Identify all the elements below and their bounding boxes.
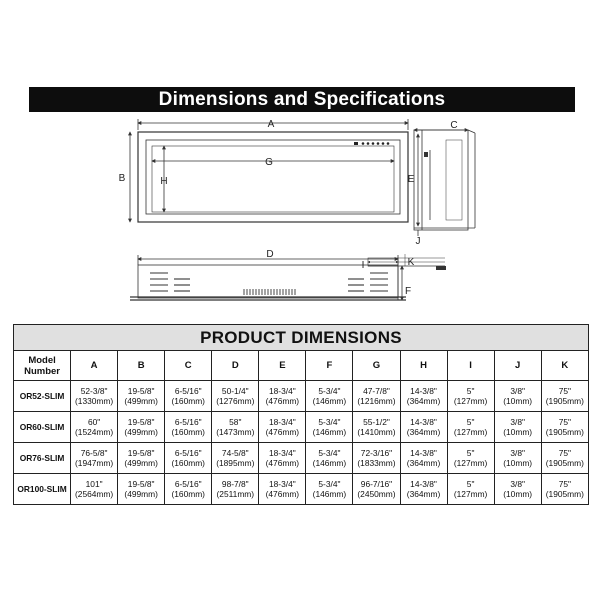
imperial-value: 3/8" [510,386,525,396]
dimension-cell [306,443,353,474]
metric-value: (1330mm) [75,396,114,406]
table-row [14,412,589,443]
label-f: F [404,286,412,297]
dimension-cell [71,381,118,412]
metric-value: (146mm) [312,489,347,499]
imperial-value: 14-3/8" [410,448,437,458]
metric-value: (364mm) [406,489,441,499]
dimension-cell [259,381,306,412]
table-title-row [14,325,589,351]
dimension-cell [400,474,447,505]
imperial-value: 6-5/16" [174,448,202,458]
imperial-value: 18-3/4" [268,448,296,458]
model-number-cell: OR60-SLIM [14,412,71,443]
table-row [14,474,589,505]
dimension-cell [212,412,259,443]
imperial-value: 6-5/16" [174,479,202,489]
dimension-cell [400,381,447,412]
imperial-value: 5" [466,448,475,458]
table-row [14,381,589,412]
dimension-cell [541,412,588,443]
metric-value: (1410mm) [357,427,396,437]
dimension-cell [447,443,494,474]
model-number-header: Model Number [14,351,71,381]
model-number-cell: OR76-SLIM [14,443,71,474]
dimension-cell [71,474,118,505]
imperial-value: 52-3/8" [80,386,108,396]
column-header: A [71,351,118,381]
metric-value: (2450mm) [357,489,396,499]
label-b: B [118,173,126,184]
imperial-value: 72-3/16" [360,448,393,458]
imperial-value: 5" [466,479,475,489]
imperial-value: 76-5/8" [80,448,108,458]
imperial-value: 55-1/2" [363,417,390,427]
dimension-labels [119,119,458,297]
imperial-value: 14-3/8" [410,386,437,396]
dimension-cell [165,474,212,505]
metric-value: (364mm) [406,396,441,406]
metric-value: (160mm) [171,396,205,406]
imperial-value: 75" [558,448,571,458]
metric-value: (146mm) [312,427,347,437]
label-k: K [407,257,415,268]
imperial-value: 58" [229,417,242,427]
metric-value: (146mm) [312,396,347,406]
imperial-value: 75" [558,386,571,396]
dimension-cell [212,443,259,474]
imperial-value: 14-3/8" [410,417,437,427]
imperial-value: 60" [87,417,101,427]
page-title: Dimensions and Specifications [29,87,575,112]
dimension-cell [71,443,118,474]
dimension-cell [353,381,400,412]
dimension-cell [118,412,165,443]
imperial-value: 101" [85,479,103,489]
imperial-value: 98-7/8" [221,479,249,489]
imperial-value: 18-3/4" [268,386,296,396]
imperial-value: 18-3/4" [268,479,296,489]
metric-value: (476mm) [265,396,300,406]
label-c: C [450,120,458,131]
imperial-value: 6-5/16" [174,386,202,396]
metric-value: (499mm) [124,489,158,499]
imperial-value: 75" [558,417,571,427]
column-header: D [212,351,259,381]
metric-value: (127mm) [453,396,488,406]
table-header-row [14,351,589,381]
column-header: E [259,351,306,381]
imperial-value: 5-3/4" [318,417,341,427]
dimension-cell [541,443,588,474]
metric-value: (127mm) [453,489,488,499]
imperial-value: 14-3/8" [410,479,437,489]
metric-value: (499mm) [124,396,158,406]
metric-value: (2511mm) [216,489,255,499]
vents-left [150,273,190,291]
metric-value: (127mm) [453,458,488,468]
imperial-value: 5" [466,386,475,396]
metric-value: (2564mm) [75,489,114,499]
dimension-cell [165,381,212,412]
imperial-value: 74-5/8" [221,448,249,458]
metric-value: (10mm) [503,458,533,468]
dimension-cell [259,474,306,505]
label-a: A [267,119,275,130]
dimension-cell [400,443,447,474]
dimension-cell [306,381,353,412]
column-header: I [447,351,494,381]
column-header: G [353,351,400,381]
dimension-cell [71,412,118,443]
metric-value: (1276mm) [216,396,255,406]
dimension-cell [118,381,165,412]
metric-value: (127mm) [453,427,488,437]
metric-value: (364mm) [406,458,441,468]
metric-value: (146mm) [312,458,347,468]
dimension-cell [541,381,588,412]
imperial-value: 19-5/8" [127,448,155,458]
metric-value: (1833mm) [357,458,396,468]
metric-value: (10mm) [503,396,533,406]
label-h: H [160,176,168,187]
imperial-value: 3/8" [510,417,525,427]
metric-value: (476mm) [265,427,300,437]
imperial-value: 75" [558,479,571,489]
product-dimensions-table [13,324,589,505]
metric-value: (10mm) [503,427,533,437]
metric-value: (1947mm) [75,458,114,468]
column-header: K [541,351,588,381]
imperial-value: 47-7/8" [363,386,390,396]
dimension-cell [165,412,212,443]
imperial-value: 6-5/16" [174,417,202,427]
metric-value: (1905mm) [545,458,584,468]
dimension-cell [494,474,541,505]
bottom-view [130,255,406,300]
dimension-cell [118,474,165,505]
imperial-value: 3/8" [510,479,525,489]
metric-value: (499mm) [124,458,158,468]
metric-value: (476mm) [265,458,300,468]
dimension-cell [259,412,306,443]
imperial-value: 19-5/8" [127,386,155,396]
imperial-value: 5-3/4" [318,386,341,396]
dimension-cell [447,474,494,505]
column-header: J [494,351,541,381]
label-e: E [407,174,415,185]
dimension-cell [447,412,494,443]
dimension-cell [165,443,212,474]
metric-value: (160mm) [171,458,205,468]
dimension-cell [494,412,541,443]
label-j: J [415,236,421,247]
imperial-value: 5-3/4" [318,479,341,489]
model-number-cell: OR100-SLIM [14,474,71,505]
dimension-cell [306,474,353,505]
dimension-cell [212,474,259,505]
imperial-value: 3/8" [510,448,525,458]
imperial-value: 19-5/8" [127,479,155,489]
table-title: PRODUCT DIMENSIONS [14,325,589,351]
center-grille [244,289,295,295]
metric-value: (160mm) [171,427,205,437]
column-header: F [306,351,353,381]
metric-value: (1905mm) [545,489,584,499]
column-header: H [400,351,447,381]
metric-value: (1473mm) [216,427,255,437]
column-header: B [118,351,165,381]
side-view [414,130,475,236]
label-d: D [266,249,274,260]
dimension-cell [306,412,353,443]
imperial-value: 18-3/4" [268,417,296,427]
metric-value: (1216mm) [357,396,396,406]
metric-value: (1905mm) [545,396,584,406]
table-row [14,443,589,474]
metric-value: (499mm) [124,427,158,437]
metric-value: (1524mm) [75,427,114,437]
vents-right [348,273,388,291]
dimension-cell [494,443,541,474]
metric-value: (476mm) [265,489,300,499]
column-header: C [165,351,212,381]
model-number-cell: OR52-SLIM [14,381,71,412]
imperial-value: 5-3/4" [318,448,341,458]
dimension-cell [259,443,306,474]
dimension-cell [541,474,588,505]
metric-value: (160mm) [171,489,205,499]
dimension-cell [400,412,447,443]
dimension-cell [353,474,400,505]
imperial-value: 96-7/16" [360,479,393,489]
label-i: I [361,260,365,271]
imperial-value: 5" [466,417,475,427]
imperial-value: 19-5/8" [127,417,155,427]
metric-value: (1895mm) [216,458,255,468]
dimension-cell [447,381,494,412]
dimension-cell [494,381,541,412]
dimension-cell [212,381,259,412]
control-buttons [354,142,389,145]
metric-value: (10mm) [503,489,533,499]
front-view [130,119,408,222]
dimension-cell [353,412,400,443]
metric-value: (364mm) [406,427,441,437]
dimension-cell [118,443,165,474]
metric-value: (1905mm) [545,427,584,437]
imperial-value: 50-1/4" [221,386,249,396]
label-g: G [265,157,273,168]
dimension-cell [353,443,400,474]
